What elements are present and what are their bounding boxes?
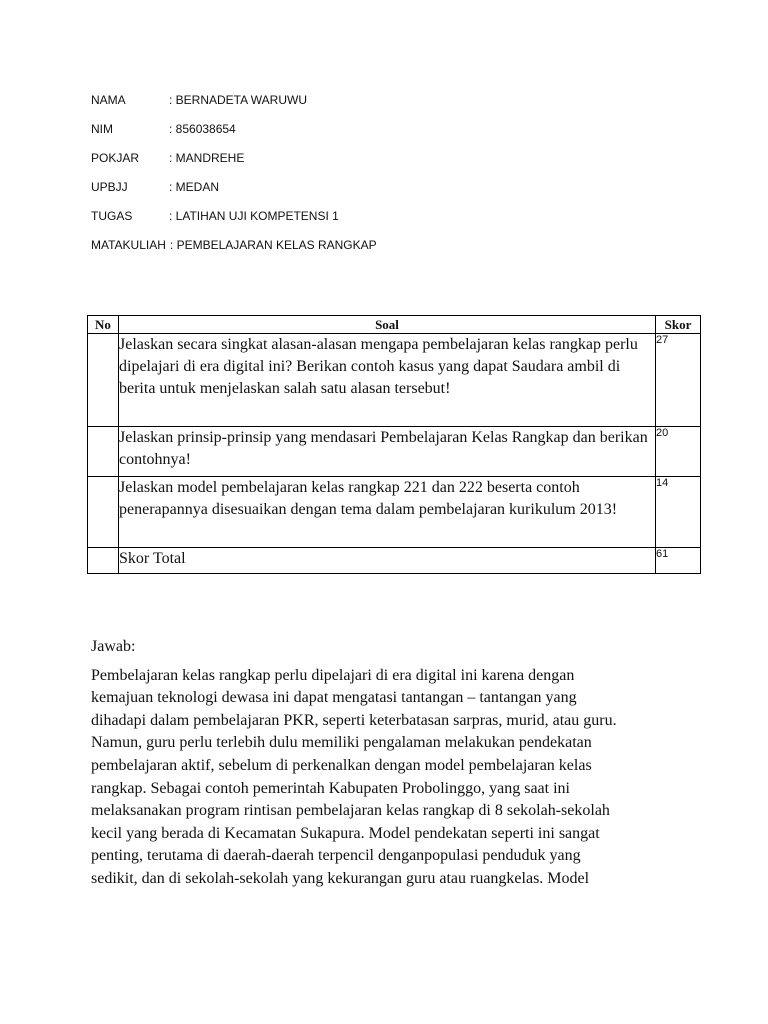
question-text: Jelaskan secara singkat alasan-alasan mengapa pembelajaran kelas rangkap perlu dipelajari di era digital ini? Berikan contoh kasus yang dapat Saudara ambil di berita untuk menjelaskan salah satu alasan tersebut! [119, 334, 656, 427]
answer-line: penting, terutama di daerah-daerah terpencil denganpopulasi penduduk yang [91, 847, 581, 865]
answer-line: dihadapi dalam pembelajaran PKR, seperti keterbatasan sarpras, murid, atau guru. [91, 711, 617, 729]
answer-line: rangkap. Sebagai contoh pemerintah Kabupaten Probolinggo, yang saat ini [91, 779, 570, 797]
row-number [88, 548, 119, 574]
header-soal: Soal [119, 316, 656, 334]
question-score: 20 [656, 427, 701, 477]
table-row [88, 477, 701, 548]
question-text: Jelaskan prinsip-prinsip yang mendasari Pembelajaran Kelas Rangkap dan berikan contohnya! [119, 427, 656, 477]
info-row-upbjj [91, 180, 377, 209]
row-number [88, 334, 119, 427]
answer-line: Namun, guru perlu terlebih dulu memiliki pengalaman melakukan pendekatan [91, 734, 592, 752]
answer-line: kemajuan teknologi dewasa ini dapat mengatasi tantangan – tantangan yang [91, 689, 577, 707]
info-label: NIM [91, 122, 113, 136]
student-info [91, 93, 377, 267]
row-number [88, 477, 119, 548]
info-value: : PEMBELAJARAN KELAS RANGKAP [169, 238, 377, 252]
question-text: Jelaskan model pembelajaran kelas rangkap 221 dan 222 beserta contoh penerapannya disesuaikan dengan tema dalam pembelajaran kurikulum 2013! [119, 477, 656, 548]
answer-line: kecil yang berada di Kecamatan Sukapura. Model pendekatan seperti ini sangat [91, 824, 600, 842]
row-number [88, 427, 119, 477]
info-value: : LATIHAN UJI KOMPETENSI 1 [169, 209, 339, 223]
table-header-row [88, 316, 701, 334]
info-row-nama [91, 93, 377, 122]
info-label: TUGAS [91, 209, 133, 223]
total-score: 61 [656, 548, 701, 574]
info-value: : MANDREHE [169, 151, 245, 165]
question-score: 27 [656, 334, 701, 427]
answer-line: Pembelajaran kelas rangkap perlu dipelajari di era digital ini karena dengan [91, 666, 575, 684]
answer-label: Jawab: [91, 638, 136, 655]
info-row-tugas [91, 209, 377, 238]
info-value: : MEDAN [169, 180, 220, 194]
answer-section [91, 636, 671, 891]
answer-paragraph [91, 665, 671, 891]
header-no: No [88, 316, 119, 334]
table-row [88, 334, 701, 427]
total-label: Skor Total [119, 548, 656, 574]
answer-line: melaksanakan program rintisan pembelajaran kelas rangkap di 8 sekolah-sekolah [91, 802, 610, 820]
info-row-matakuliah [91, 238, 377, 267]
answer-line: pembelajaran aktif, sebelum di perkenalkan dengan model pembelajaran kelas [91, 756, 592, 774]
info-label: NAMA [91, 93, 126, 107]
table-row-total [88, 548, 701, 574]
info-label: POKJAR [91, 151, 140, 165]
info-label: UPBJJ [91, 180, 128, 194]
info-row-pokjar [91, 151, 377, 180]
question-score: 14 [656, 477, 701, 548]
info-value: : 856038654 [169, 122, 236, 136]
question-table [87, 315, 701, 574]
answer-line: sedikit, dan di sekolah-sekolah yang kekurangan guru atau ruangkelas. Model [91, 869, 590, 887]
header-skor: Skor [656, 316, 701, 334]
info-label: MATAKULIAH [91, 238, 166, 252]
info-row-nim [91, 122, 377, 151]
info-value: : BERNADETA WARUWU [169, 93, 308, 107]
table-row [88, 427, 701, 477]
